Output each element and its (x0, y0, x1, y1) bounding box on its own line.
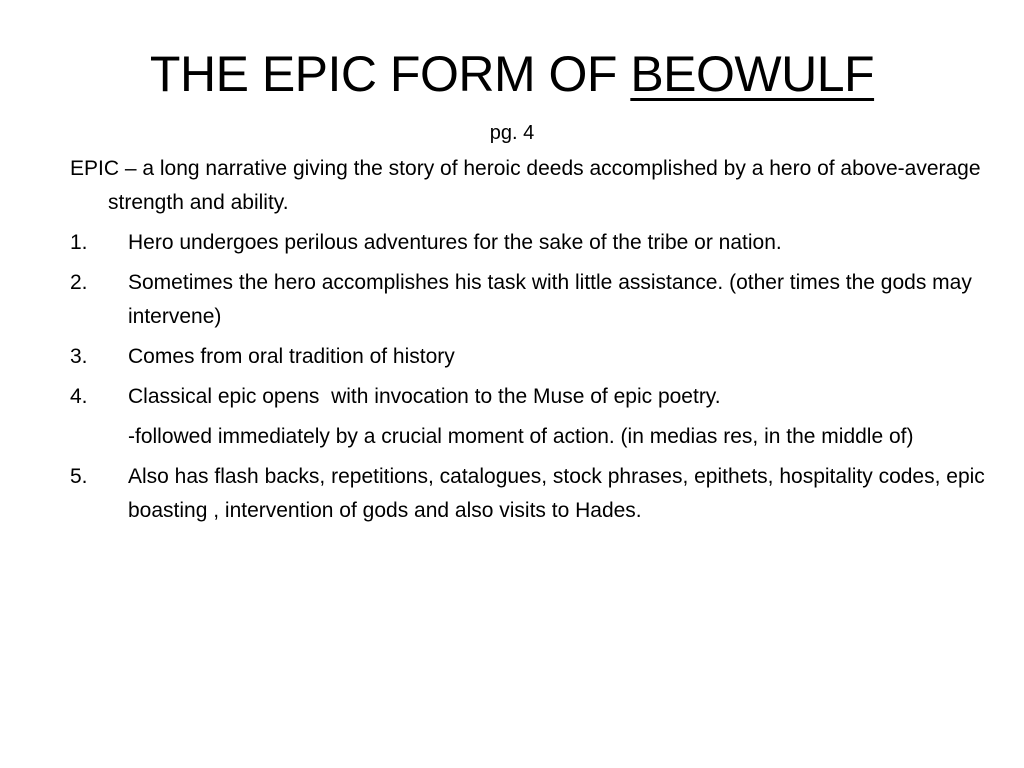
list-item (70, 380, 990, 414)
slide-body (70, 152, 990, 534)
slide-title (0, 42, 1024, 106)
list-text: Sometimes the hero accomplishes his task with little assistance. (other times the gods may intervene) (128, 271, 972, 328)
list-text: Classical epic opens with invocation to the Muse of epic poetry. (128, 385, 721, 408)
page-reference: pg. 4 (489, 122, 535, 144)
list-item-continuation: -followed immediately by a crucial moment of action. (in medias res, in the middle of) (128, 425, 914, 448)
epic-definition: EPIC – a long narrative giving the story of heroic deeds accomplished by a hero of above-average strength and ability. (70, 157, 981, 214)
list-item (70, 266, 990, 334)
list-number: 5. (70, 465, 88, 488)
title-emphasis: BEOWULF (630, 46, 875, 102)
list-text: Hero undergoes perilous adventures for the sake of the tribe or nation. (128, 231, 782, 254)
list-number: 3. (70, 345, 88, 368)
list-number: 2. (70, 271, 88, 294)
list-item (70, 460, 990, 528)
list-number: 4. (70, 385, 88, 408)
list-text: Comes from oral tradition of history (128, 345, 455, 368)
title-prefix: THE EPIC FORM OF (149, 46, 631, 102)
list-item (70, 226, 990, 260)
list-text: Also has flash backs, repetitions, catalogues, stock phrases, epithets, hospitality codes, epic boasting , intervention of gods and also visits to Hades. (128, 465, 985, 522)
list-number: 1. (70, 231, 88, 254)
list-item (70, 340, 990, 374)
